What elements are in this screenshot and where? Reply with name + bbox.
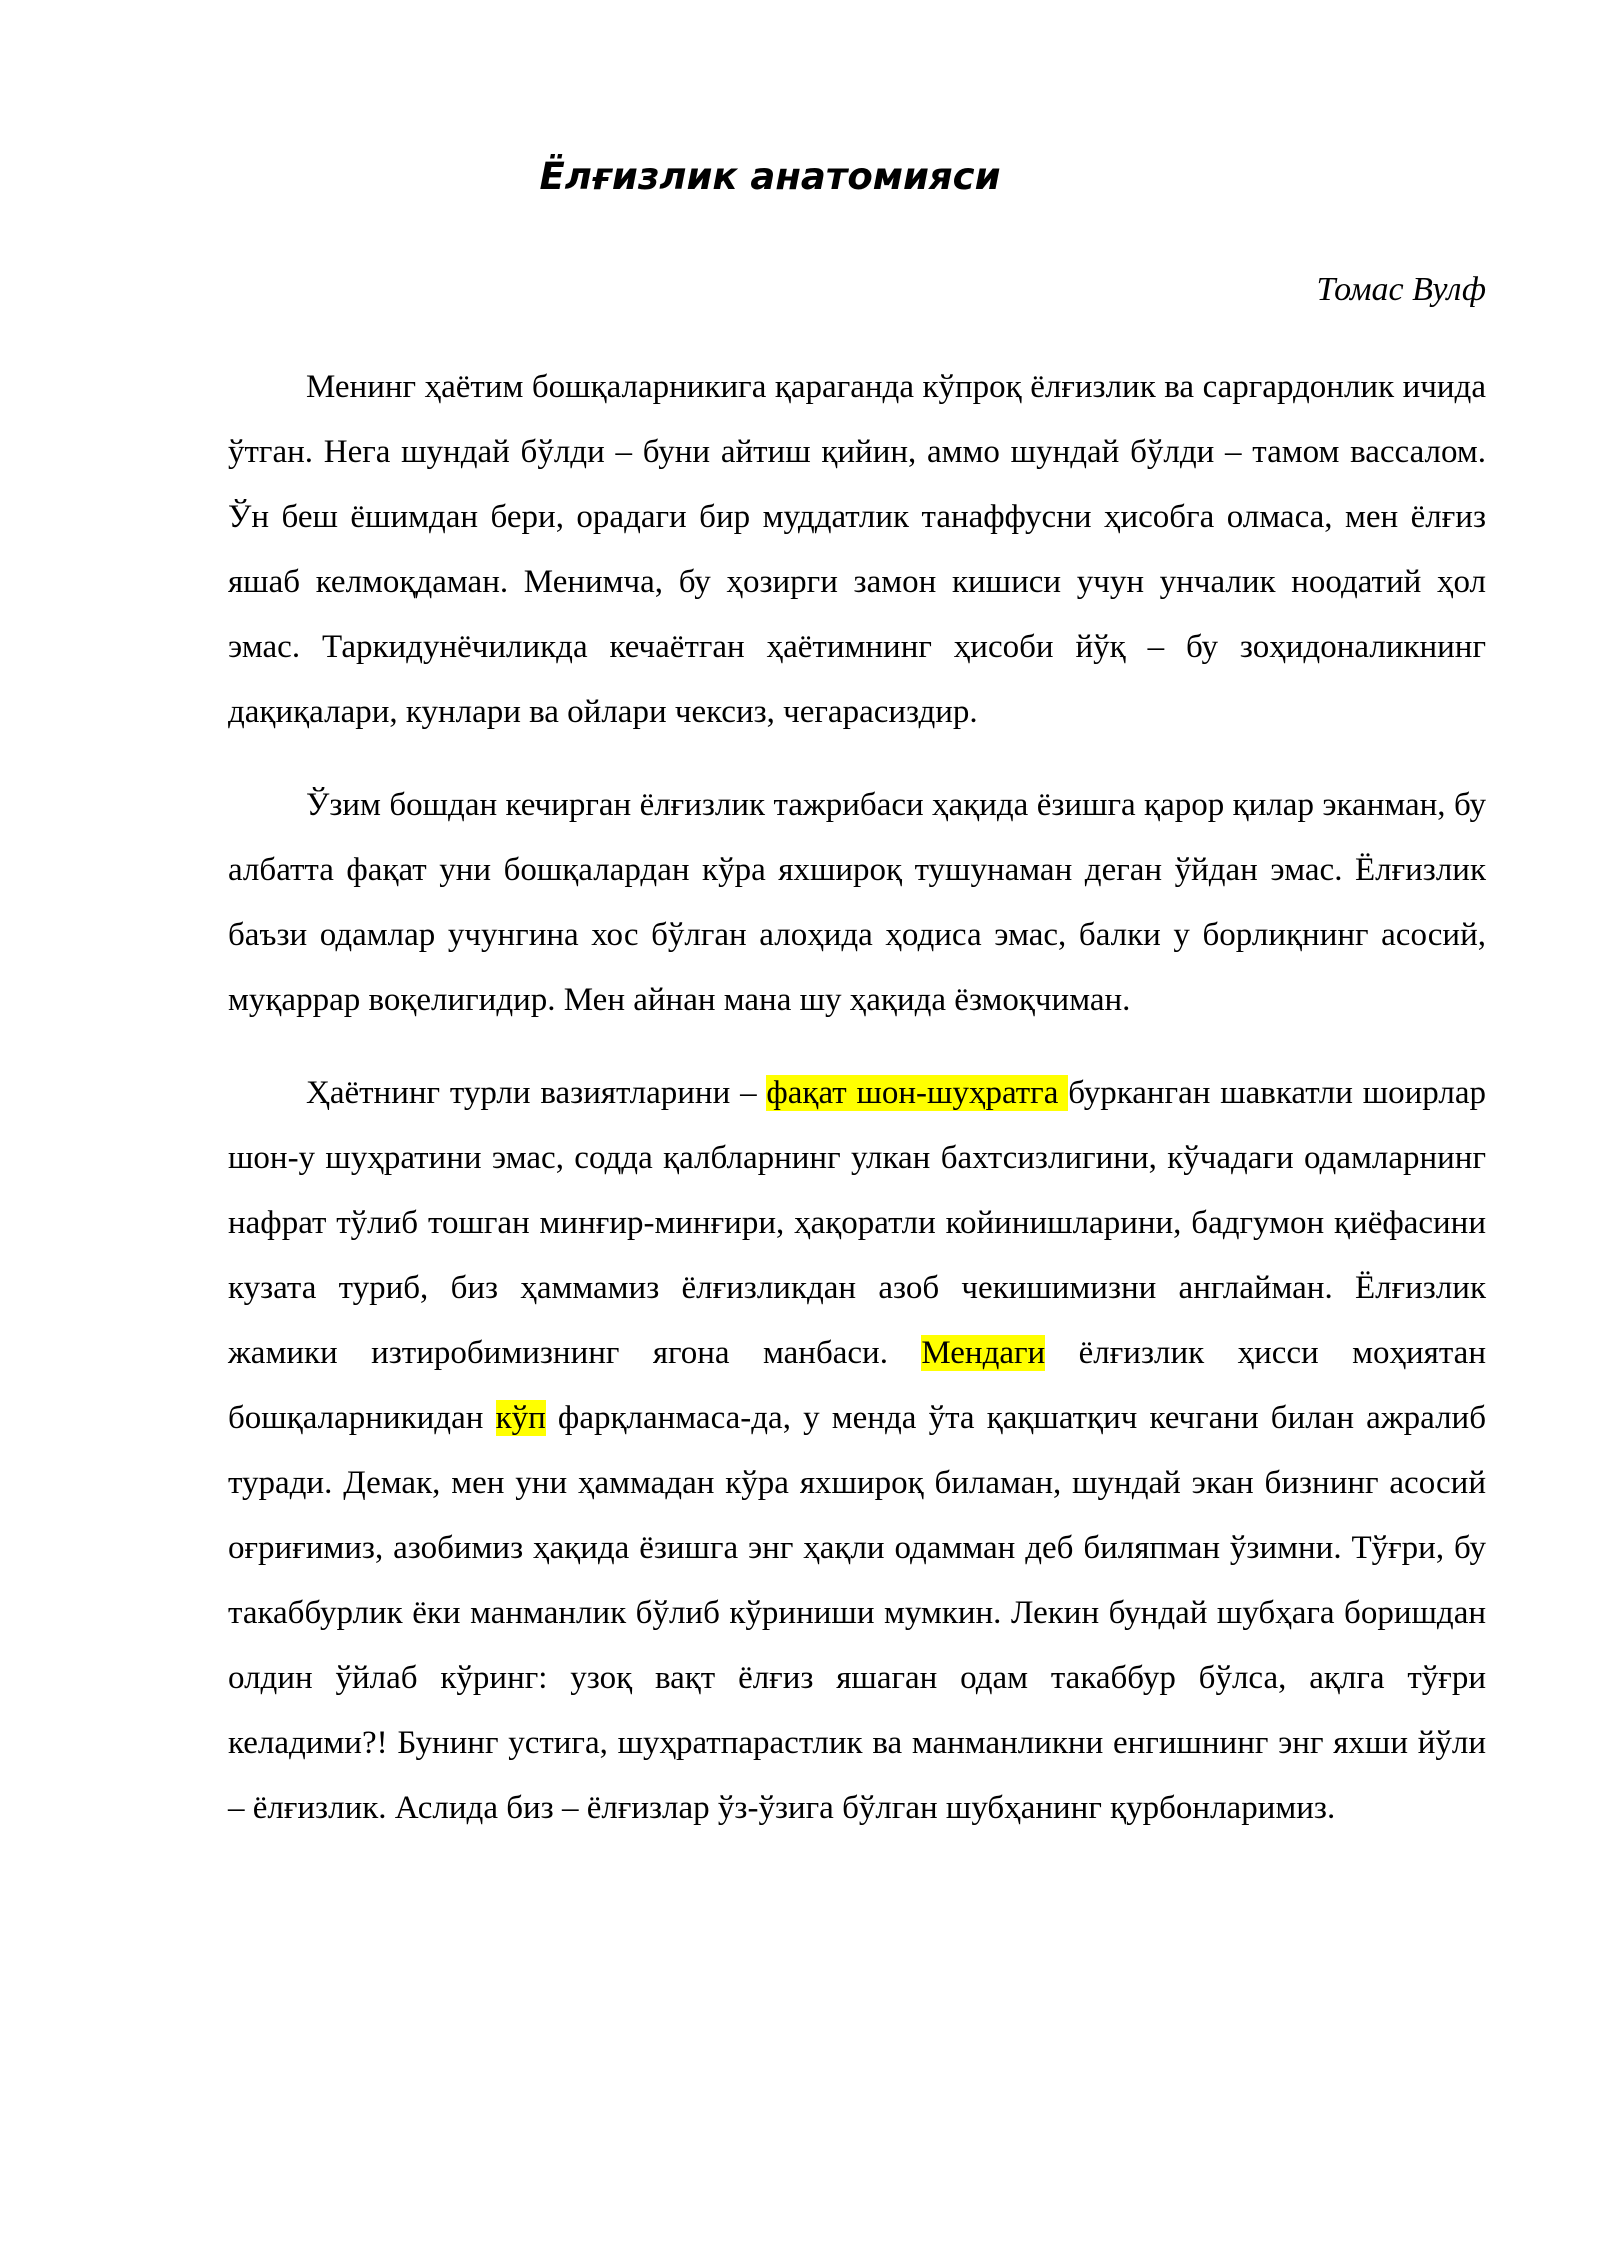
paragraph-text: Ҳаётнинг турли вазиятларини – — [306, 1075, 767, 1111]
document-title: Ёлғизлик анатомияси — [539, 155, 1001, 198]
paragraph-2 — [228, 773, 1486, 1033]
paragraph-text: фарқланмаса-да, у менда ўта қақшатқич кечгани билан ажралиб туради. Демак, мен уни ҳаммадан кўра яхшироқ биламан, шундай экан бизнинг асосий оғриғимиз, азобимиз ҳақида ёзишга энг ҳақли одамман деб биляпман ўзимни. Тўғри, бу такаббурлик ёки манманлик бўлиб кўриниши мумкин. Лекин бундай шубҳага боришдан олдин ўйлаб кўринг: узоқ вақт ёлғиз яшаган одам такаббур бўлса, ақлга тўғри келадими?! Бунинг устига, шуҳратпарастлик ва манманликни енгишнинг энг яхши йўли – ёлғизлик. Аслида биз – ёлғизлар ўз-ўзига бўлган шубҳанинг қурбонларимиз. — [228, 1400, 1486, 1826]
paragraph-text: бурканган шавкатли шоирлар шон-у шуҳратини эмас, содда қалбларнинг улкан бахтсизлигини, кўчадаги одамларнинг нафрат тўлиб тошган минғир-минғири, ҳақоратли койинишларини, бадгумон қиёфасини кузата туриб, биз ҳаммамиз ёлғизликдан азоб чекишимизни англайман. Ёлғизлик жамики изтиробимизнинг ягона манбаси. — [228, 1075, 1486, 1371]
paragraph-text: Менинг ҳаётим бошқаларникига қараганда кўпроқ ёлғизлик ва саргардонлик ичида ўтган. Нега шундай бўлди – буни айтиш қийин, аммо шундай бўлди – тамом вассалом. Ўн беш ёшимдан бери, орадаги бир муддатлик танаффусни ҳисобга олмаса, мен ёлғиз яшаб келмоқдаман. Менимча, бу ҳозирги замон кишиси учун унчалик ноодатий ҳол эмас. Таркидунёчиликда кечаётган ҳаётимнинг ҳисоби йўқ – бу зоҳидоналикнинг дақиқалари, кунлари ва ойлари чексиз, чегарасиздир. — [228, 369, 1486, 730]
paragraph-text: Ўзим бошдан кечирган ёлғизлик тажрибаси ҳақида ёзишга қарор қилар эканман, бу албатта фақат уни бошқалардан кўра яхшироқ тушунаман деган ўйдан эмас. Ёлғизлик баъзи одамлар учунгина хос бўлган алоҳида ҳодиса эмас, балки у борлиқнинг асосий, муқаррар воқелигидир. Мен айнан мана шу ҳақида ёзмоқчиман. — [228, 787, 1486, 1018]
highlighted-text: кўп — [495, 1400, 546, 1436]
highlighted-text: Мендаги — [921, 1335, 1046, 1371]
document-body — [228, 355, 1486, 1869]
paragraph-3 — [228, 1061, 1486, 1841]
paragraph-text: ёлғизлик ҳисси моҳиятан бошқаларникидан — [228, 1335, 1486, 1436]
paragraph-1 — [228, 355, 1486, 745]
author-name: Томас Вулф — [1316, 271, 1486, 308]
highlighted-text: фақат шон-шуҳратга — [766, 1075, 1069, 1111]
